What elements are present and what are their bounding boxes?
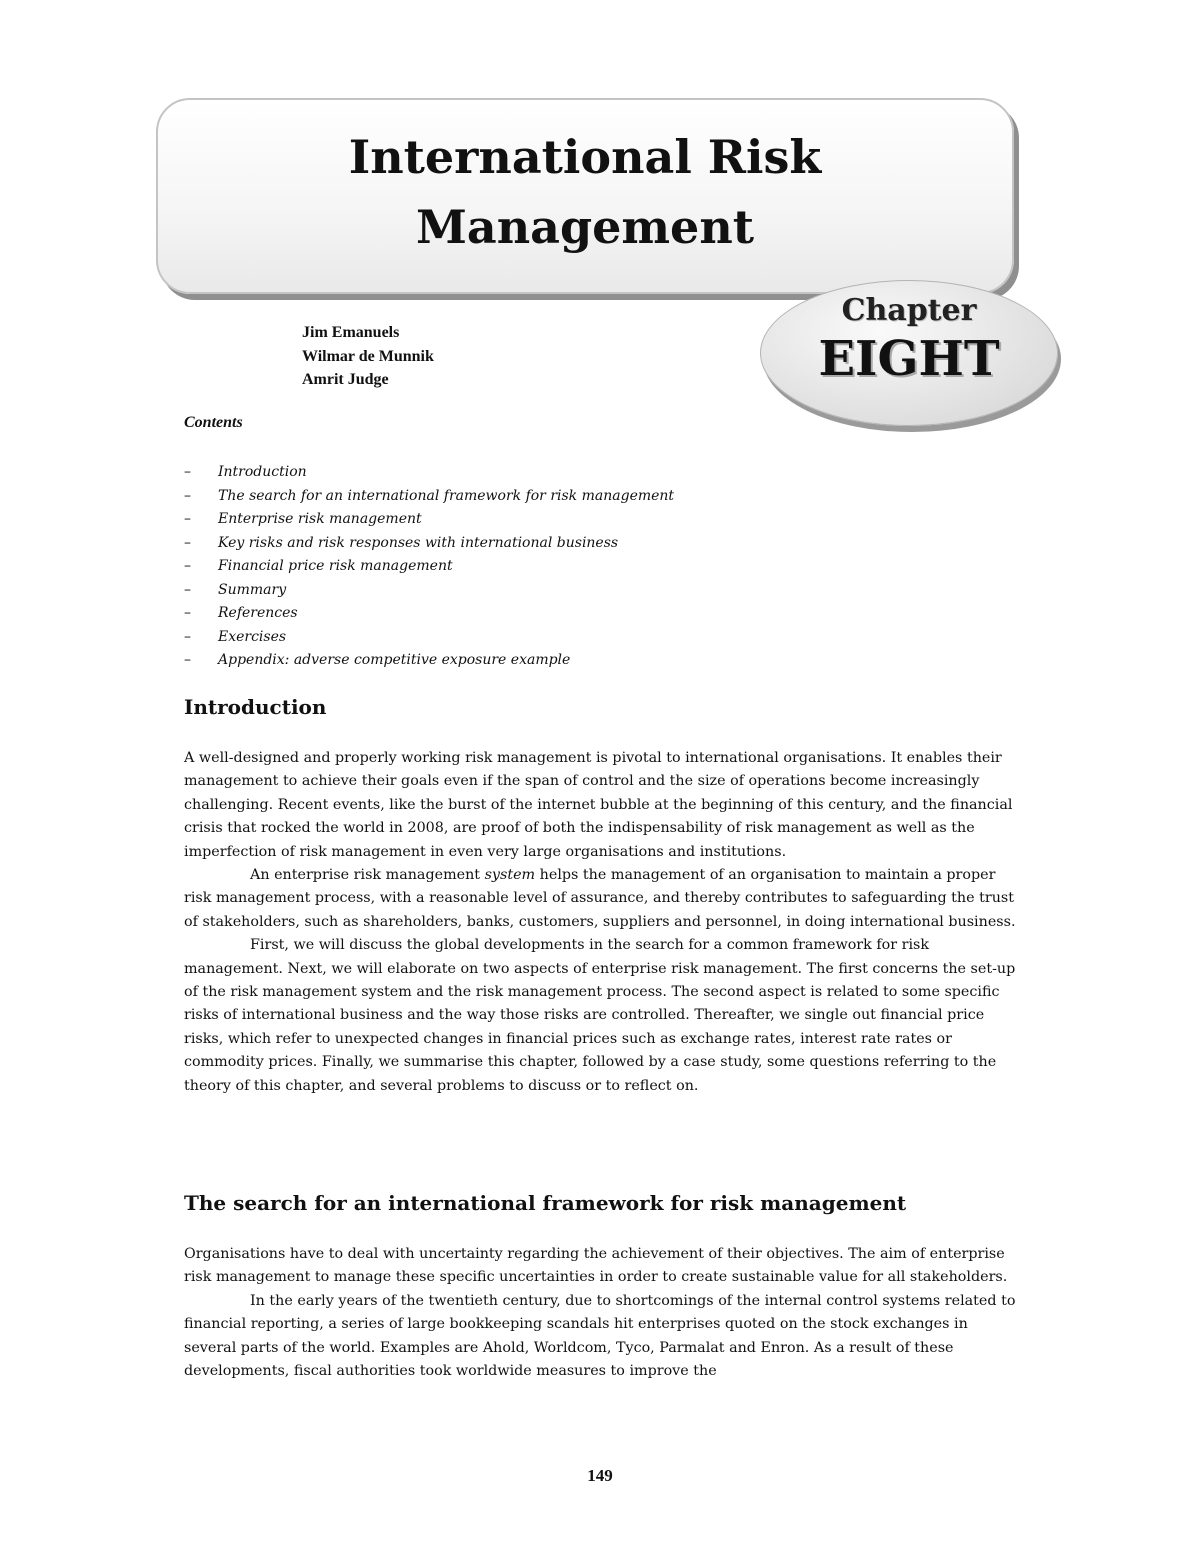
paragraph: First, we will discuss the global developments in the search for a common framework for risk management. Next, we will elaborate on two aspects of enterprise risk management. The first concerns the set-up of the risk management system and the risk management process. The second aspect is related to some specific risks of international business and the way those risks are controlled. Thereafter, we single out financial price risks, which refer to unexpected changes in financial prices such as exchange rates, interest rate rates or commodity prices. Finally, we summarise this chapter, followed by a case study, some questions referring to the theory of this chapter, and several problems to discuss or to reflect on. bbox=[184, 937, 1016, 1094]
framework-section-heading: The search for an international framework for risk management bbox=[184, 1191, 907, 1215]
toc-bullet: – bbox=[184, 581, 191, 598]
toc-item bbox=[184, 579, 674, 603]
chapter-title bbox=[158, 122, 1012, 262]
toc-item-label: Key risks and risk responses with international business bbox=[218, 534, 619, 551]
table-of-contents bbox=[184, 461, 674, 673]
toc-item bbox=[184, 626, 674, 650]
emphasis-text: system bbox=[484, 867, 536, 884]
chapter-title-line-1: International Risk bbox=[348, 130, 822, 184]
introduction-body bbox=[184, 747, 1018, 1098]
toc-item bbox=[184, 508, 674, 532]
author-name: Wilmar de Munnik bbox=[302, 347, 434, 365]
author-name: Jim Emanuels bbox=[302, 324, 400, 341]
toc-item-label: Enterprise risk management bbox=[218, 511, 422, 527]
paragraph: Organisations have to deal with uncertainty regarding the achievement of their objectives. The aim of enterprise risk management to manage these specific uncertainties in order to create sustainable value for all stakeholders. bbox=[184, 1246, 1008, 1286]
toc-item-label: Summary bbox=[218, 581, 287, 598]
toc-item-label: Introduction bbox=[218, 464, 307, 480]
toc-item-label: The search for an international framework for risk management bbox=[218, 487, 675, 504]
toc-item-label: References bbox=[218, 605, 298, 621]
chapter-number: EIGHT bbox=[818, 331, 1000, 387]
toc-bullet: – bbox=[184, 558, 191, 574]
chapter-label: Chapter bbox=[841, 293, 977, 328]
toc-item bbox=[184, 649, 674, 673]
contents-heading: Contents bbox=[184, 414, 243, 431]
toc-item-label: Financial price risk management bbox=[218, 558, 453, 574]
chapter-badge bbox=[760, 280, 1058, 426]
toc-bullet: – bbox=[184, 652, 191, 668]
author-name: Amrit Judge bbox=[302, 371, 389, 388]
toc-item-label: Appendix: adverse competitive exposure example bbox=[218, 652, 571, 668]
paragraph: A well-designed and properly working risk management is pivotal to international organisations. It enables their management to achieve their goals even if the span of control and the size of operations become increasingly challenging. Recent events, like the burst of the internet bubble at the beginning of this century, and the financial crisis that rocked the world in 2008, are proof of both the indispensability of risk management as well as the imperfection of risk management in even very large organisations and institutions. bbox=[184, 750, 1013, 860]
paragraph: In the early years of the twentieth century, due to shortcomings of the internal control systems related to financial reporting, a series of large bookkeeping scandals hit enterprises quoted on the stock exchanges in several parts of the world. Examples are Ahold, Worldcom, Tyco, Parmalat and Enron. As a result of these developments, fiscal authorities took worldwide measures to improve the bbox=[184, 1292, 1016, 1380]
toc-bullet: – bbox=[184, 464, 191, 480]
toc-item bbox=[184, 461, 674, 485]
toc-bullet: – bbox=[184, 511, 191, 527]
toc-item bbox=[184, 602, 674, 626]
toc-item bbox=[184, 532, 674, 556]
chapter-title-line-2: Management bbox=[415, 200, 755, 254]
framework-section-body bbox=[184, 1243, 1018, 1383]
paragraph bbox=[184, 864, 1018, 934]
introduction-heading: Introduction bbox=[184, 695, 327, 719]
toc-item-label: Exercises bbox=[218, 628, 287, 645]
toc-item bbox=[184, 555, 674, 579]
page-number: 149 bbox=[587, 1466, 613, 1485]
toc-item bbox=[184, 485, 674, 509]
toc-bullet: – bbox=[184, 628, 191, 645]
paragraph-text: helps the management of an organisation to maintain a proper risk management process, with a reasonable level of assurance, and thereby contributes to safeguarding the trust of stakeholders, such as shareholders, banks, customers, suppliers and personnel, in doing international business. bbox=[184, 867, 1016, 930]
paragraph-text: An enterprise risk management bbox=[250, 867, 485, 884]
toc-bullet: – bbox=[184, 605, 191, 621]
chapter-title-box bbox=[156, 98, 1014, 294]
toc-bullet: – bbox=[184, 534, 191, 551]
toc-bullet: – bbox=[184, 487, 191, 504]
author-list bbox=[302, 321, 434, 392]
